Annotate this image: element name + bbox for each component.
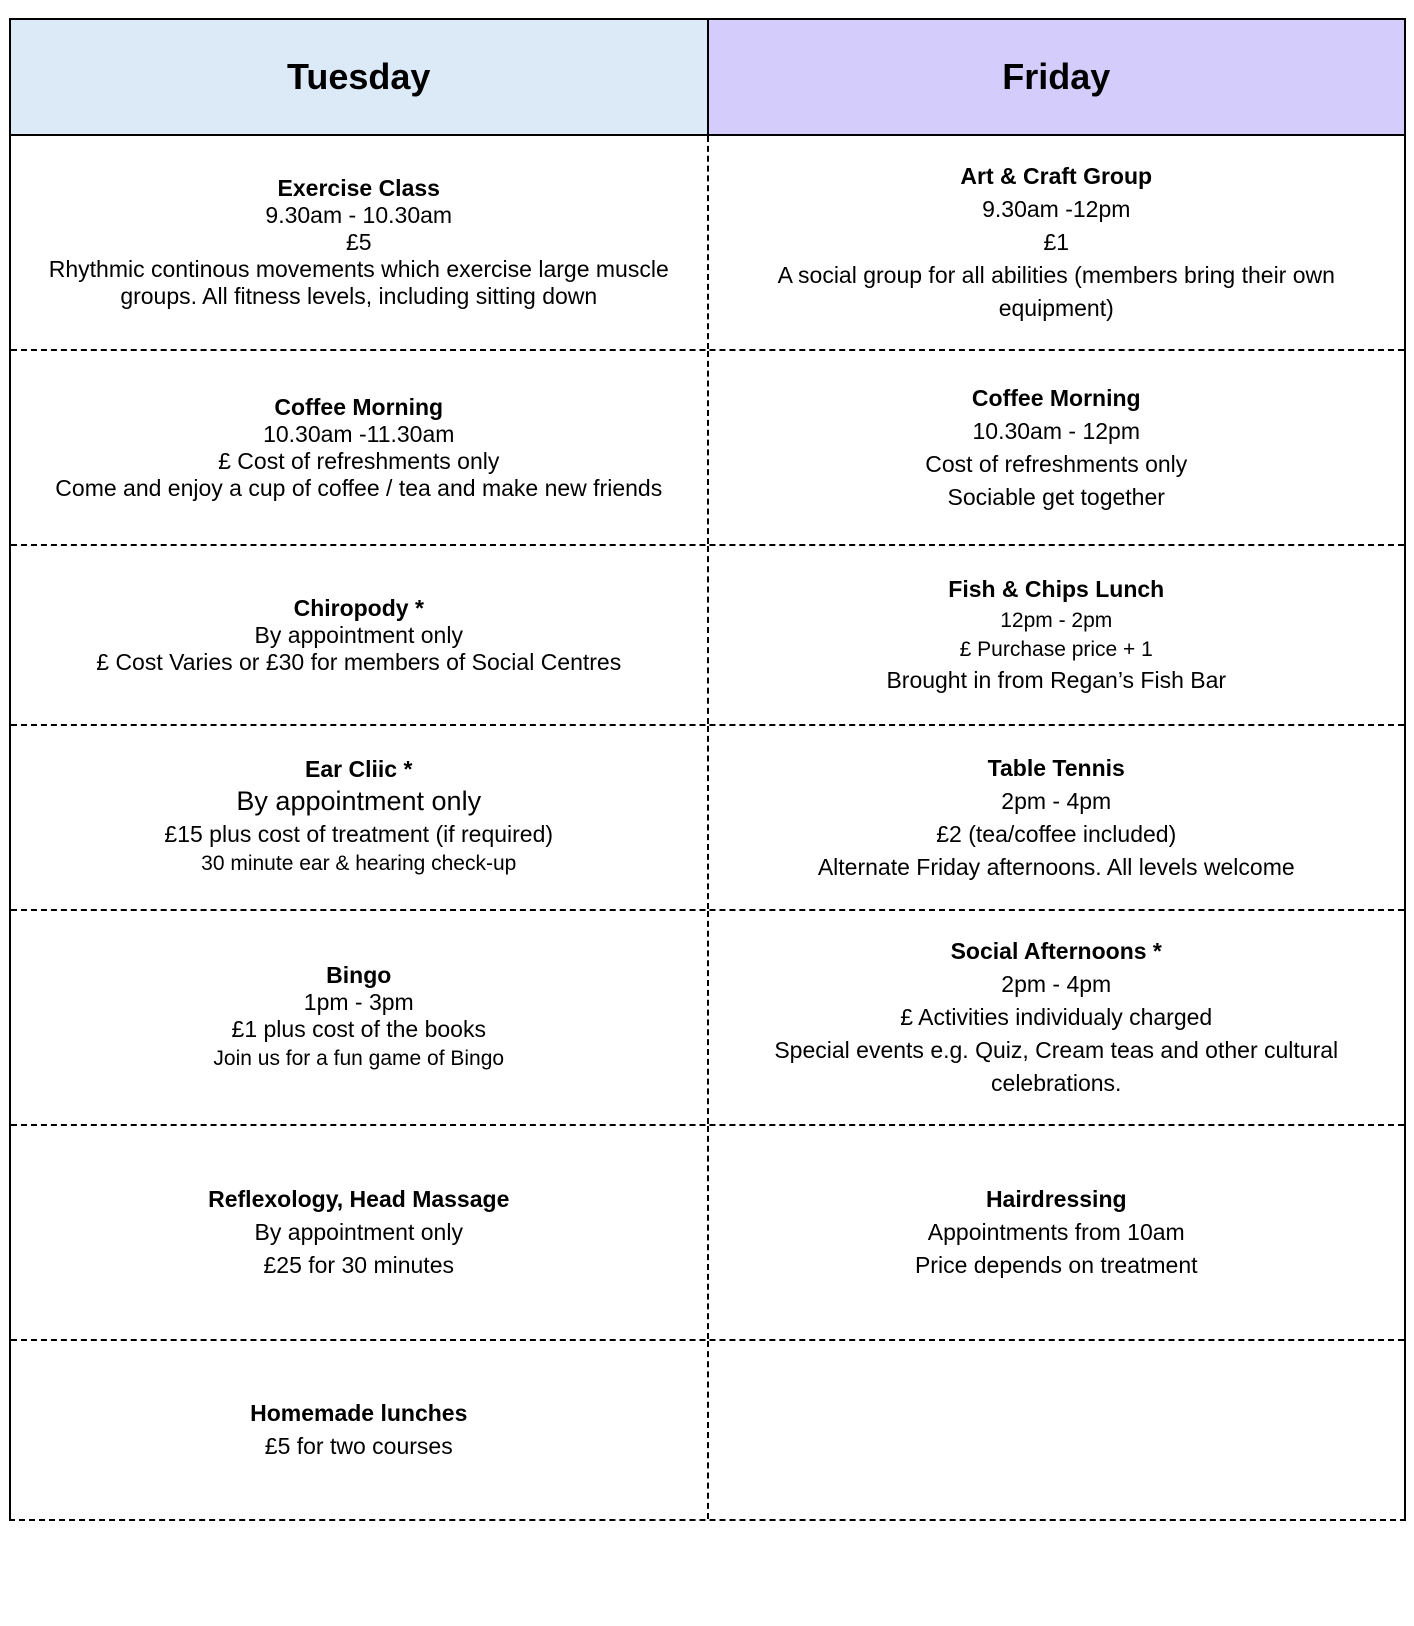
activity-title: Reflexology, Head Massage	[208, 1186, 510, 1212]
activity-time: 10.30am -11.30am	[263, 420, 455, 447]
activity-time: By appointment only	[254, 1219, 463, 1245]
tuesday-activity	[11, 1126, 709, 1339]
activity-description: A social group for all abilities (members bring their own equipment)	[777, 262, 1335, 321]
tuesday-activity	[11, 546, 709, 724]
activity-time: 2pm - 4pm	[1001, 787, 1112, 814]
activity-title: Art & Craft Group	[960, 163, 1153, 189]
activity-price: £5	[345, 229, 372, 255]
activity-title: Table Tennis	[987, 754, 1125, 781]
schedule-row	[11, 351, 1404, 546]
activity-description: Sociable get together	[947, 483, 1165, 510]
friday-activity	[709, 1126, 1405, 1339]
activity-description: Join us for a fun game of Bingo	[213, 1046, 505, 1070]
activity-time: 9.30am -12pm	[982, 196, 1131, 222]
activity-time: Appointments from 10am	[927, 1219, 1185, 1245]
tuesday-activity	[11, 911, 709, 1124]
activity-title: Coffee Morning	[274, 393, 444, 420]
activity-price: £ Cost of refreshments only	[218, 447, 500, 474]
activity-price: £1 plus cost of the books	[231, 1015, 486, 1042]
activity-price: £ Activities individualy charged	[900, 1004, 1213, 1030]
tuesday-activity	[11, 351, 709, 544]
tuesday-activity	[11, 1341, 709, 1519]
friday-activity	[709, 726, 1405, 909]
friday-activity	[709, 136, 1405, 349]
activity-title: Fish & Chips Lunch	[948, 576, 1165, 602]
activity-description: Brought in from Regan’s Fish Bar	[886, 667, 1227, 693]
schedule-row	[11, 546, 1404, 726]
activity-price: £1	[1043, 229, 1070, 255]
schedule-row	[11, 1341, 1404, 1519]
activity-title: Chiropody *	[293, 594, 424, 621]
activity-price: £5 for two courses	[264, 1433, 453, 1459]
activity-title: Homemade lunches	[250, 1400, 468, 1426]
activity-time: By appointment only	[236, 786, 482, 816]
activity-price: £2 (tea/coffee included)	[936, 820, 1177, 847]
friday-activity	[709, 546, 1405, 724]
activity-description: Special events e.g. Quiz, Cream teas and other cultural celebrations.	[774, 1037, 1339, 1096]
activity-price: Cost of refreshments only	[925, 450, 1188, 477]
friday-activity	[709, 911, 1405, 1124]
schedule-row	[11, 136, 1404, 351]
activity-price: £15 plus cost of treatment (if required)	[164, 821, 554, 847]
tuesday-activity	[11, 726, 709, 909]
tuesday-activity	[11, 136, 709, 349]
activity-time: 1pm - 3pm	[303, 988, 414, 1015]
schedule-grid	[9, 136, 1406, 1521]
friday-activity-empty	[709, 1341, 1405, 1519]
activity-time: 2pm - 4pm	[1001, 971, 1112, 997]
activity-price: Price depends on treatment	[914, 1252, 1198, 1278]
friday-header: Friday	[709, 20, 1405, 134]
tuesday-header: Tuesday	[11, 20, 709, 134]
schedule-row	[11, 911, 1404, 1126]
activity-title: Exercise Class	[277, 175, 440, 201]
activity-price: £ Purchase price + 1	[959, 638, 1153, 661]
activity-title: Hairdressing	[985, 1186, 1127, 1212]
activity-time: 10.30am - 12pm	[972, 417, 1140, 444]
activity-time: By appointment only	[254, 621, 463, 648]
activity-price: £ Cost Varies or £30 for members of Social Centres	[96, 648, 622, 675]
schedule-table	[9, 18, 1406, 1521]
activity-description: 30 minute ear & hearing check-up	[201, 852, 517, 875]
activity-time: 9.30am - 10.30am	[265, 202, 453, 228]
activity-price: £25 for 30 minutes	[263, 1252, 454, 1278]
activity-description: Rhythmic continous movements which exercise large muscle groups. All fitness levels, including sitting down	[48, 256, 669, 309]
activity-title: Ear Cliic *	[305, 756, 413, 782]
friday-activity	[709, 351, 1405, 544]
activity-title: Coffee Morning	[971, 384, 1141, 411]
header-row	[9, 18, 1406, 136]
activity-title: Bingo	[326, 961, 392, 988]
activity-description: Alternate Friday afternoons. All levels welcome	[817, 853, 1295, 880]
activity-time: 12pm - 2pm	[1000, 609, 1113, 632]
activity-title: Social Afternoons *	[950, 938, 1162, 964]
schedule-row	[11, 1126, 1404, 1341]
schedule-row	[11, 726, 1404, 911]
activity-description: Come and enjoy a cup of coffee / tea and make new friends	[55, 474, 663, 501]
